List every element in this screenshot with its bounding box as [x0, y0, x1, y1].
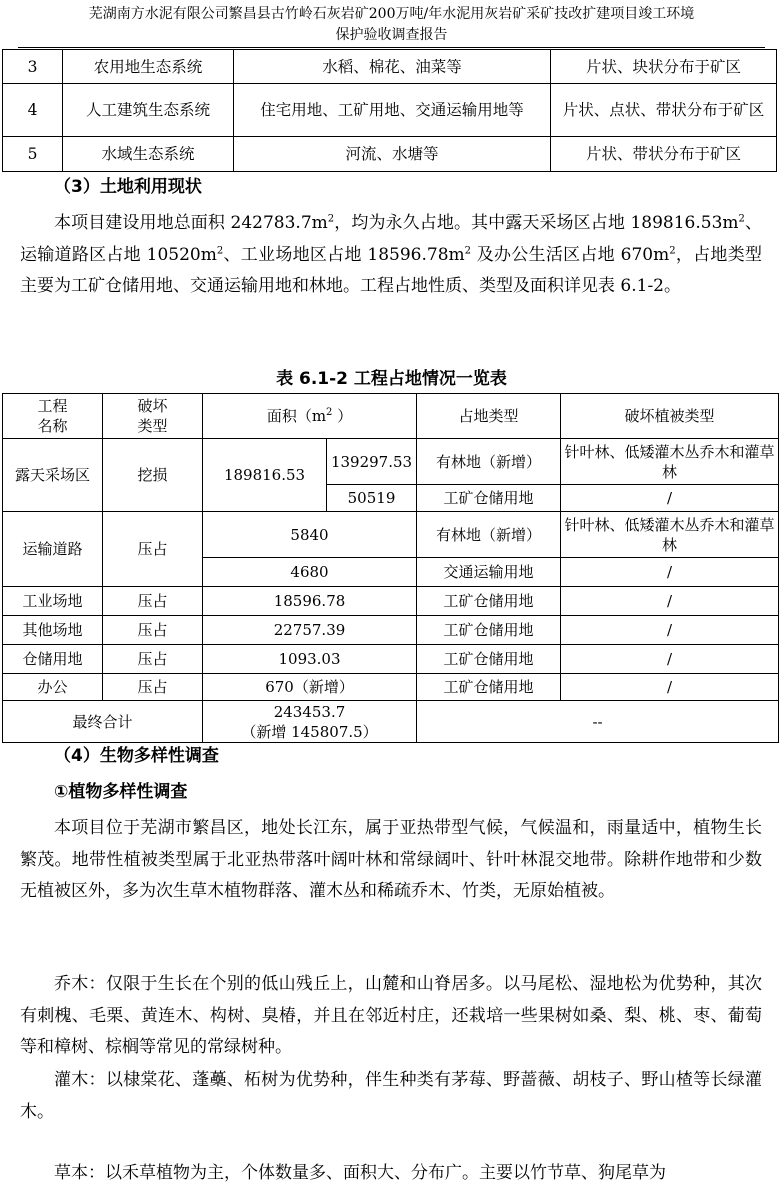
table-cell: 针叶林、低矮灌木丛乔木和灌草林 — [561, 439, 779, 485]
ecosystem-table — [2, 49, 777, 172]
table-cell: 河流、水塘等 — [234, 137, 551, 172]
tree-paragraph: 乔木：仅限于生长在个别的低山残丘上，山麓和山脊居多。以马尾松、湿地松为优势种，其次有刺槐、毛栗、黄连木、构树、臭椿，并且在邻近村庄，还栽培一些果树如桑、梨、桃、枣、葡萄等和樟树、棕榈等常见的常绿树种。 — [20, 974, 762, 1057]
total-note: -- — [417, 701, 779, 743]
table-cell: 压占 — [103, 512, 203, 587]
table-cell: 办公 — [3, 674, 103, 701]
plant-paragraph: 本项目位于芜湖市繁昌区，地处长江东，属于亚热带型气候，气候温和，雨量适中，植物生长繁茂。地带性植被类型属于北亚热带落叶阔叶林和常绿阔叶、针叶林混交地带。除耕作地带和少数无植被区外，多为次生草木植物群落、灌木丛和稀疏乔木、竹类，无原始植被。 — [20, 818, 762, 901]
herb-paragraph: 草本：以禾草植物为主，个体数量多、面积大、分布广。主要以竹节草、狗尾草为 — [54, 1163, 666, 1183]
table-cell: 50519 — [327, 485, 417, 512]
table-cell: / — [561, 616, 779, 645]
table-row — [3, 84, 777, 137]
table-cell: 4680 — [203, 558, 417, 587]
table-cell: 其他场地 — [3, 616, 103, 645]
table-cell: 22757.39 — [203, 616, 417, 645]
table-row — [3, 50, 777, 84]
table-cell: 670（新增） — [203, 674, 417, 701]
header-line-2: 保护验收调查报告 — [335, 27, 448, 43]
table-cell: 住宅用地、工矿用地、交通运输用地等 — [234, 84, 551, 137]
table-cell: 139297.53 — [327, 439, 417, 485]
table-cell: 工矿仓储用地 — [417, 616, 561, 645]
table-cell: 片状、块状分布于矿区 — [551, 50, 777, 84]
total-label: 最终合计 — [3, 701, 203, 743]
land-table-title: 表 6.1-2 工程占地情况一览表 — [276, 369, 507, 389]
table-header-row — [3, 394, 779, 439]
table-cell: / — [561, 645, 779, 674]
table-cell: 片状、点状、带状分布于矿区 — [551, 84, 777, 137]
table-row — [3, 587, 779, 616]
table-cell: 农用地生态系统 — [63, 50, 234, 84]
table-cell: 工业场地 — [3, 587, 103, 616]
table-cell: 1093.03 — [203, 645, 417, 674]
table-row — [3, 674, 779, 701]
header-damage: 破坏 类型 — [103, 394, 203, 439]
header-area: 面积（$m^2$ ） — [203, 394, 417, 439]
table-row — [3, 137, 777, 172]
table-cell: 工矿仓储用地 — [417, 674, 561, 701]
table-cell: 有林地（新增） — [417, 439, 561, 485]
header-project: 工程 名称 — [3, 394, 103, 439]
header-veg-type: 破坏植被类型 — [561, 394, 779, 439]
table-cell: 针叶林、低矮灌木丛乔木和灌草林 — [561, 512, 779, 558]
table-cell: 运输道路 — [3, 512, 103, 587]
table-cell: 压占 — [103, 587, 203, 616]
table-row — [3, 645, 779, 674]
table-cell: 5 — [3, 137, 63, 172]
table-cell: 工矿仓储用地 — [417, 645, 561, 674]
table-cell: 水域生态系统 — [63, 137, 234, 172]
table-cell: 仓储用地 — [3, 645, 103, 674]
table-row — [3, 439, 779, 485]
table-cell: 189816.53 — [203, 439, 327, 512]
table-cell: 水稻、棉花、油菜等 — [234, 50, 551, 84]
table-cell: 工矿仓储用地 — [417, 587, 561, 616]
table-cell: 片状、带状分布于矿区 — [551, 137, 777, 172]
table-cell: 工矿仓储用地 — [417, 485, 561, 512]
table-row — [3, 616, 779, 645]
page-header — [18, 4, 765, 48]
table-cell: 5840 — [203, 512, 417, 558]
table-cell: 4 — [3, 84, 63, 137]
table-cell: 压占 — [103, 674, 203, 701]
header-line-1: 芜湖南方水泥有限公司繁昌县古竹岭石灰岩矿200万吨/年水泥用灰岩矿采矿技改扩建项目竣工环境 — [88, 6, 695, 22]
table-cell: 有林地（新增） — [417, 512, 561, 558]
section-3-heading: （3）土地利用现状 — [54, 177, 202, 197]
section-3-paragraph: 本项目建设用地总面积 $242783.7m^2$，均为永久占地。其中露天采场区占地 $189816.53m^2$、运输道路区占地 $10520m^2$、工业场地区占地 $18596.78m^2$ 及办公生活区占地 $670m^2$，占地类型主要为工矿仓储用地、交通运输用地和林地。工程占地性质、类型及面积详见表 6.1-2。 — [20, 213, 763, 296]
table-cell: 交通运输用地 — [417, 558, 561, 587]
table-row — [3, 512, 779, 558]
table-cell: 露天采场区 — [3, 439, 103, 512]
table-cell: / — [561, 674, 779, 701]
table-cell: 18596.78 — [203, 587, 417, 616]
total-value: 243453.7 （新增 145807.5） — [203, 701, 417, 743]
table-cell: 压占 — [103, 645, 203, 674]
table-cell: 3 — [3, 50, 63, 84]
table-cell: / — [561, 587, 779, 616]
table-cell: / — [561, 485, 779, 512]
section-4-subheading: ①植物多样性调查 — [54, 782, 188, 802]
land-use-table — [2, 393, 779, 743]
table-cell: 人工建筑生态系统 — [63, 84, 234, 137]
table-cell: 挖损 — [103, 439, 203, 512]
table-cell: / — [561, 558, 779, 587]
table-cell: 压占 — [103, 616, 203, 645]
section-4-heading: （4）生物多样性调查 — [54, 746, 219, 766]
shrub-paragraph: 灌木：以棣棠花、蓬蘽、柘树为优势种，伴生种类有茅莓、野蔷薇、胡枝子、野山楂等长绿灌木。 — [20, 1070, 762, 1122]
table-total-row — [3, 701, 779, 743]
header-land-type: 占地类型 — [417, 394, 561, 439]
